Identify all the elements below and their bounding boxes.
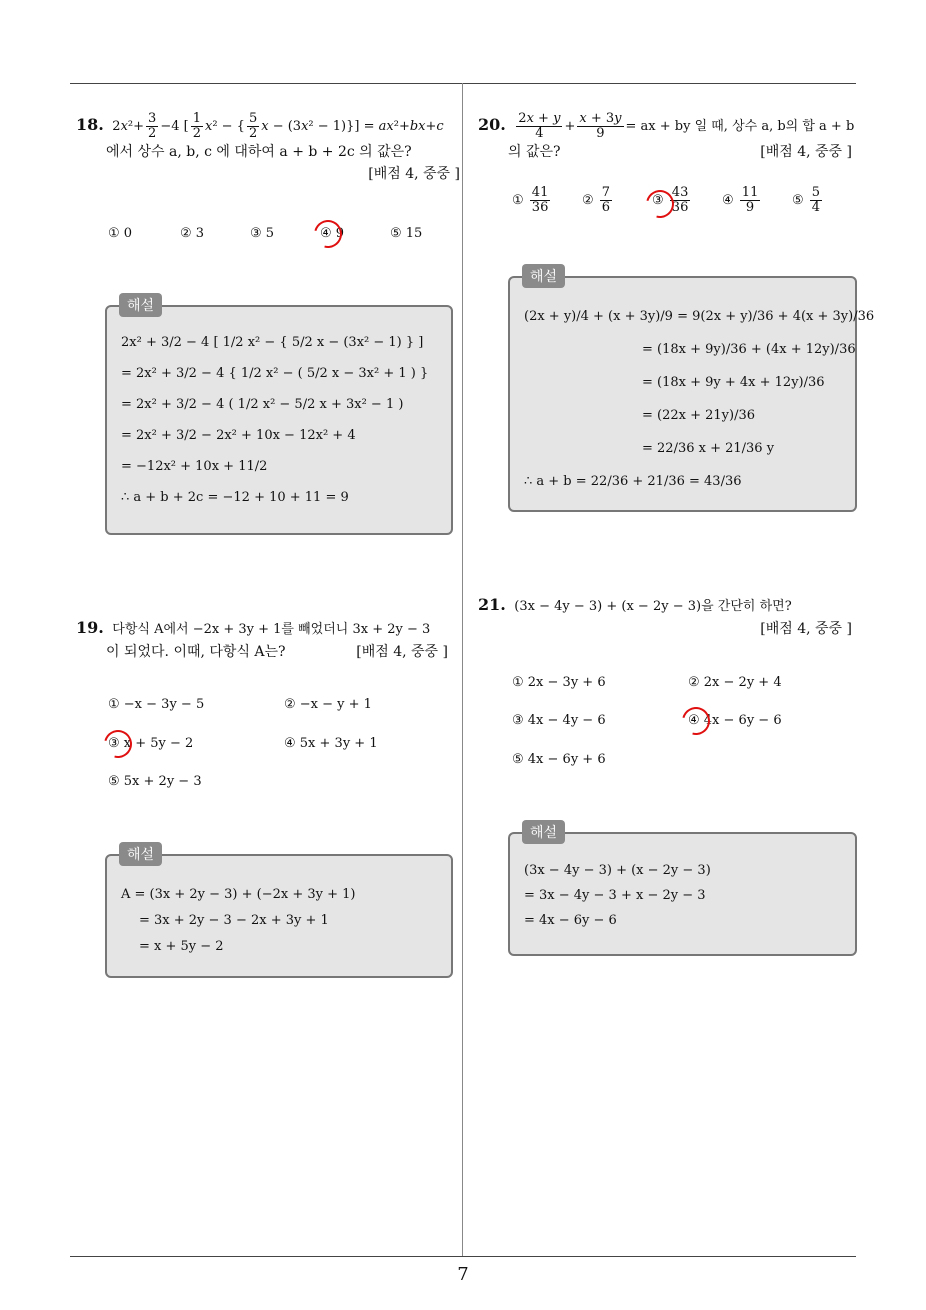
solution-line: = (18x + 9y + 4x + 12y)/36 — [642, 375, 825, 390]
choice-denominator: 6 — [601, 200, 611, 215]
bottom-rule — [70, 1256, 856, 1257]
solution-text — [524, 300, 874, 498]
choice-4[interactable]: ④ 9 — [320, 226, 345, 241]
choice-4[interactable]: ④ 4x − 6y − 6 — [688, 713, 782, 728]
solution-label: 해설 — [522, 820, 565, 844]
choice-symbol: ⑤ — [792, 193, 804, 208]
question-20-meta: [배점 4, 중중 ] — [760, 144, 852, 160]
solution-line: = 2x² + 3/2 − 4 { 1/2 x² − ( 5/2 x − 3x² + 1 ) } — [121, 366, 429, 381]
choice-1[interactable] — [512, 186, 552, 215]
choice-denominator: 9 — [745, 200, 755, 215]
solution-line: = (18x + 9y)/36 + (4x + 12y)/36 — [642, 342, 856, 357]
choice-numerator: 7 — [601, 185, 611, 200]
solution-label: 해설 — [522, 264, 565, 288]
page-number: 7 — [457, 1264, 469, 1285]
choice-numerator: 41 — [531, 185, 549, 200]
question-21-meta: [배점 4, 중중 ] — [760, 621, 852, 637]
choice-2[interactable] — [582, 186, 614, 215]
question-18 — [76, 112, 460, 185]
solution-box-19 — [105, 847, 453, 978]
choice-3[interactable]: ③ 4x − 4y − 6 — [512, 713, 606, 728]
question-18-expression: 2x²+ $\frac{3}{2}$ −4 [ $\frac{1}{2}$ x² − { $\frac{5}{2}$ x − (3x² − 1)}] = ax²+bx+c — [112, 111, 444, 141]
question-18-meta: [배점 4, 중중 ] — [368, 166, 460, 182]
solution-line: ∴ a + b + 2c = −12 + 10 + 11 = 9 — [121, 490, 349, 505]
choice-numerator: 11 — [741, 185, 759, 200]
question-19-line2-row — [76, 641, 460, 663]
answer-circle-mark — [677, 702, 715, 740]
question-20-stem — [478, 112, 858, 141]
top-rule — [70, 83, 856, 84]
solution-box-20 — [508, 269, 875, 512]
solution-line: (3x − 4y − 3) + (x − 2y − 3) — [524, 863, 711, 878]
choice-symbol: ① — [512, 193, 524, 208]
choice-2[interactable]: ② 2x − 2y + 4 — [688, 675, 782, 690]
choice-1[interactable]: ① −x − 3y − 5 — [108, 697, 205, 712]
question-21 — [478, 594, 858, 640]
solution-text — [121, 327, 428, 513]
choice-3[interactable]: ③ x + 5y − 2 — [108, 736, 194, 751]
question-number: 19. — [76, 618, 104, 637]
question-20-line2-row — [478, 141, 858, 163]
question-18-stem — [76, 112, 460, 141]
solution-line: = 3x − 4y − 3 + x − 2y − 3 — [524, 888, 706, 903]
solution-line: = 3x + 2y − 3 − 2x + 3y + 1 — [139, 913, 329, 928]
choice-denominator: 36 — [671, 200, 689, 215]
choice-5[interactable]: ⑤ 15 — [390, 226, 423, 241]
question-20-stem-tail: = ax + by 일 때, 상수 a, b의 합 a + b — [625, 119, 855, 134]
question-21-stem — [478, 594, 858, 618]
solution-text — [524, 858, 711, 933]
choice-1[interactable]: ① 2x − 3y + 6 — [512, 675, 606, 690]
choice-symbol: ② — [582, 193, 594, 208]
solution-line: (2x + y)/4 + (x + 3y)/9 = 9(2x + y)/36 + 4(x + 3y)/36 — [524, 309, 875, 324]
choice-2[interactable]: ② −x − y + 1 — [284, 697, 372, 712]
choice-denominator: 4 — [811, 200, 821, 215]
question-18-line2: 에서 상수 a, b, c 에 대하여 a + b + 2c 의 값은? — [106, 144, 412, 160]
solution-line: = 2x² + 3/2 − 4 ( 1/2 x² − 5/2 x + 3x² − 1 ) — [121, 397, 404, 412]
choice-5[interactable]: ⑤ 5x + 2y − 3 — [108, 774, 202, 789]
choice-1[interactable]: ① 0 — [108, 226, 133, 241]
solution-line: ∴ a + b = 22/36 + 21/36 = 43/36 — [524, 474, 742, 489]
solution-line: = 2x² + 3/2 − 2x² + 10x − 12x² + 4 — [121, 428, 356, 443]
solution-box-21 — [508, 825, 857, 956]
solution-label: 해설 — [119, 293, 162, 317]
column-divider — [462, 83, 463, 1256]
solution-line: = 4x − 6y − 6 — [524, 913, 617, 928]
choice-numerator: 5 — [811, 185, 821, 200]
question-20 — [478, 112, 858, 163]
choice-4[interactable]: ④ 5x + 3y + 1 — [284, 736, 378, 751]
choice-numerator: 43 — [671, 185, 689, 200]
solution-text — [121, 882, 356, 960]
question-19 — [76, 617, 460, 663]
solution-line: = −12x² + 10x + 11/2 — [121, 459, 268, 474]
question-19-stem — [76, 617, 460, 641]
solution-line: A = (3x + 2y − 3) + (−2x + 3y + 1) — [121, 887, 356, 902]
solution-box-18 — [105, 298, 453, 535]
question-21-stem-text: (3x − 4y − 3) + (x − 2y − 3)을 간단히 하면? — [514, 599, 792, 614]
question-19-meta: [배점 4, 중중 ] — [356, 644, 448, 660]
question-19-line2: 이 되었다. 이때, 다항식 A는? — [106, 644, 286, 660]
question-20-line2: 의 값은? — [508, 144, 561, 160]
solution-line: = 22/36 x + 21/36 y — [642, 441, 775, 456]
choice-5[interactable]: ⑤ 4x − 6y + 6 — [512, 752, 606, 767]
choice-denominator: 36 — [531, 200, 549, 215]
question-number: 21. — [478, 595, 506, 614]
choice-5[interactable] — [792, 186, 824, 215]
question-number: 18. — [76, 115, 104, 134]
question-number: 20. — [478, 115, 506, 134]
choice-3[interactable]: ③ 5 — [250, 226, 275, 241]
solution-line: = x + 5y − 2 — [139, 939, 224, 954]
solution-label: 해설 — [119, 842, 162, 866]
choice-symbol: ④ — [722, 193, 734, 208]
answer-circle-mark — [99, 725, 137, 763]
question-20-expression: $\frac{2x + y}{4}$ + $\frac{x + 3y}{9}$ = ax + by 일 때, 상수 a, b의 합 a + b — [518, 111, 855, 141]
choice-4[interactable] — [722, 186, 762, 215]
choice-symbol: ③ — [652, 193, 664, 208]
solution-line: = (22x + 21y)/36 — [642, 408, 756, 423]
question-19-line1: 다항식 A에서 −2x + 3y + 1를 빼었더니 3x + 2y − 3 — [112, 622, 431, 637]
choice-2[interactable]: ② 3 — [180, 226, 205, 241]
answer-circle-mark — [309, 215, 347, 253]
solution-line: 2x² + 3/2 − 4 [ 1/2 x² − { 5/2 x − (3x² − 1) } ] — [121, 335, 424, 350]
